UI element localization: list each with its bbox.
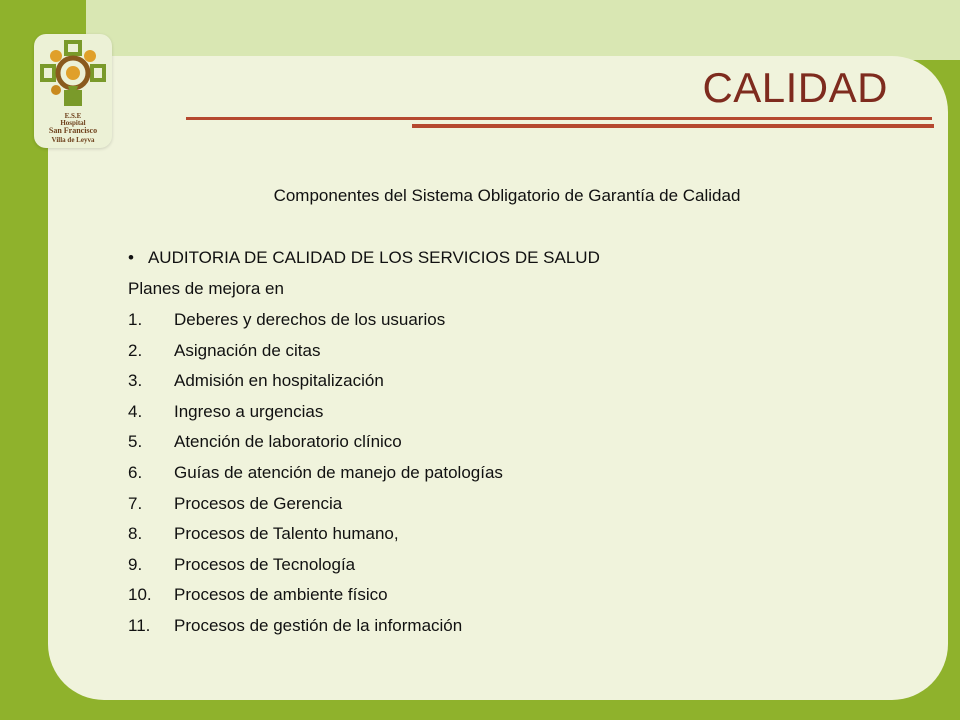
list-item-text: Asignación de citas xyxy=(174,340,321,360)
hospital-emblem-icon xyxy=(34,34,112,112)
list-item-text: Procesos de ambiente físico xyxy=(174,585,388,605)
list-item xyxy=(128,402,503,433)
title-rule-thick xyxy=(412,124,934,128)
list-item xyxy=(128,310,503,341)
list-item-number: 1. xyxy=(128,310,143,329)
list-item-number: 4. xyxy=(128,401,143,421)
improvement-list xyxy=(128,310,503,647)
list-item xyxy=(128,585,503,616)
list-item-text: Atención de laboratorio clínico xyxy=(174,432,402,452)
bullet-dot-icon: • xyxy=(128,248,134,267)
list-item xyxy=(128,371,503,402)
list-item xyxy=(128,463,503,494)
list-item-number: 10. xyxy=(128,585,152,605)
logo-line-3: San Francisco xyxy=(48,126,98,135)
list-item-number: 6. xyxy=(128,462,143,482)
list-item-number: 2. xyxy=(128,340,143,360)
list-item-number: 11. xyxy=(128,615,151,635)
list-item xyxy=(128,555,503,586)
slide-title: CALIDAD xyxy=(702,64,888,111)
list-item-text: Admisión en hospitalización xyxy=(174,371,384,391)
list-item-text: Procesos de Talento humano, xyxy=(174,524,399,544)
list-item-number: 3. xyxy=(128,371,143,391)
list-item-text: Procesos de gestión de la información xyxy=(174,615,463,635)
list-item-number: 5. xyxy=(128,432,143,452)
list-item xyxy=(128,341,503,372)
hospital-logo xyxy=(34,34,112,148)
logo-line-1: E.S.E xyxy=(64,112,82,120)
list-item xyxy=(128,432,503,463)
list-item-text: Procesos de Tecnología xyxy=(174,554,356,574)
list-item-text: Guías de atención de manejo de patologías xyxy=(174,462,503,482)
top-band xyxy=(86,0,960,60)
list-item xyxy=(128,524,503,555)
list-item xyxy=(128,616,503,647)
list-item xyxy=(128,494,503,525)
list-item-text: Ingreso a urgencias xyxy=(174,401,324,421)
list-item-text: Deberes y derechos de los usuarios xyxy=(174,310,446,329)
bullet-item xyxy=(128,248,600,268)
list-item-number: 7. xyxy=(128,493,143,513)
logo-line-2: Hospital xyxy=(60,119,86,127)
logo-line-4: Villa de Leyva xyxy=(51,136,95,144)
list-item-text: Procesos de Gerencia xyxy=(174,493,343,513)
bullet-text: AUDITORIA DE CALIDAD DE LOS SERVICIOS DE SALUD xyxy=(147,248,600,267)
list-item-number: 9. xyxy=(128,554,143,574)
slide-subtitle: Componentes del Sistema Obligatorio de Garantía de Calidad xyxy=(273,186,741,205)
title-rule-thin xyxy=(186,117,932,120)
intro-text: Planes de mejora en xyxy=(128,279,284,298)
list-item-number: 8. xyxy=(128,524,143,544)
